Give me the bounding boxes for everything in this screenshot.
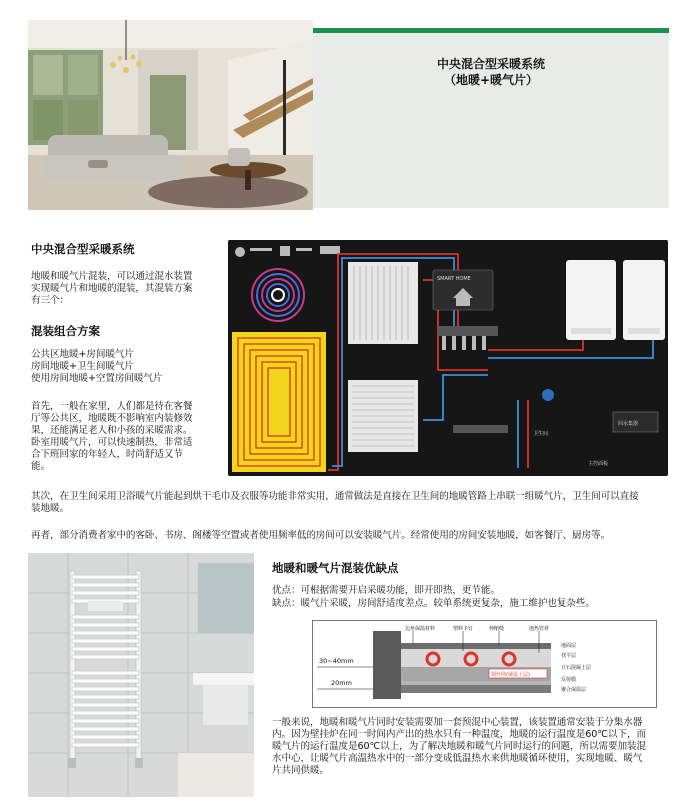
pros-text: 优点：可根据需要开启采暖功能，即开即热，更节能。 bbox=[272, 585, 500, 596]
paragraph-line: 合下班回家的年轻人，时尚舒适又节 bbox=[31, 449, 183, 460]
paragraph-line: 暖气片的运行温度是60℃以上，为了解决地暖和暖气片同时运行的问题，所以需要加装混 bbox=[272, 741, 646, 752]
cons-text: 缺点：暖气片采暖，房间舒适度差点。较单系统更复杂，施工维护也复杂些。 bbox=[272, 598, 595, 609]
paragraph-line: 厅等公共区，地暖既不影响室内装修效 bbox=[31, 413, 193, 424]
floor-layer-label: 地面层 bbox=[561, 643, 577, 649]
intro-line: 地暖和暖气片混装，可以通过混水装置 bbox=[31, 271, 193, 282]
floor-top-label: 地热管材 bbox=[529, 626, 550, 632]
heating-system-diagram bbox=[228, 240, 668, 476]
paragraph-line: 果，还能满足老人和小孩的采暖需求。 bbox=[31, 425, 193, 436]
combination-heading: 混装组合方案 bbox=[31, 324, 100, 338]
bathroom-label: 卫生间 bbox=[533, 431, 549, 437]
accent-bar bbox=[313, 28, 669, 33]
pros-cons-heading: 地暖和暖气片混装优缺点 bbox=[272, 561, 399, 575]
first-paragraph bbox=[31, 401, 192, 473]
rebar-note: 钢丝网(铺设上层) bbox=[491, 672, 530, 678]
paragraph-line: 其次，在卫生间采用卫浴暖气片能起到烘干毛巾及衣服等功能非常实用，通常做法是直接在卫生间的地暖管路上串联一组暖气片，卫生间可以直接 bbox=[31, 491, 639, 502]
second-paragraph bbox=[31, 491, 639, 515]
intro-line: 有三个： bbox=[31, 295, 69, 306]
option-item: 使用房间地暖+空置房间暖气片 bbox=[31, 373, 163, 384]
paragraph-line: 卧室用暖气片，可以快速制热，非常适 bbox=[31, 437, 193, 448]
intro-paragraph bbox=[31, 271, 192, 307]
options-list bbox=[31, 349, 162, 385]
section-heading: 中央混合型采暖系统 bbox=[31, 242, 135, 256]
return-manifold-label: 回水集器 bbox=[618, 421, 639, 427]
smart-home-label: SMART HOME bbox=[437, 276, 471, 282]
floor-layer-label: 找平层 bbox=[561, 653, 577, 659]
title-panel bbox=[313, 28, 669, 208]
interior-photo bbox=[28, 20, 313, 210]
floor-layer-label: 豆石混凝土层 bbox=[561, 665, 592, 671]
paragraph-line: 再者，部分消费者家中的客卧、书房、阁楼等空置或者使用频率低的房间可以安装暖气片。经常使用的房间安装地暖，如客餐厅、厨房等。 bbox=[31, 530, 611, 541]
paragraph-line: 一般来说，地暖和暖气片同时安装需要加一套预混中心装置，该装置通常安装于分集水器 bbox=[272, 717, 643, 728]
paragraph-line: 装地暖。 bbox=[31, 503, 69, 514]
floor-top-label: 塑料卡钉 bbox=[453, 626, 474, 632]
page-title-line2: （地暖+暖气片） bbox=[443, 73, 539, 87]
floor-layer-label: 聚合保温层 bbox=[561, 687, 587, 693]
option-item: 房间地暖+卫生间暖气片 bbox=[31, 361, 134, 372]
option-item: 公共区地暖+房间暖气片 bbox=[31, 349, 134, 360]
closing-paragraph bbox=[272, 717, 646, 777]
radiator-photo bbox=[28, 553, 254, 797]
floor-section-diagram bbox=[312, 620, 657, 708]
paragraph-line: 水中心，让暖气片高温热水中的一部分变成低温热水来供地暖循环使用，实现地暖、暖气 bbox=[272, 753, 643, 764]
floor-top-label: 边角保温材料 bbox=[405, 626, 436, 632]
paragraph-line: 片共同供暖。 bbox=[272, 765, 329, 776]
page-title bbox=[313, 56, 669, 88]
floor-top-label: 伸缩缝 bbox=[489, 626, 505, 632]
third-paragraph bbox=[31, 530, 610, 542]
floor-layer-label: 反射膜 bbox=[561, 677, 577, 683]
paragraph-line: 能。 bbox=[31, 461, 50, 472]
dimension-label: 20mm bbox=[331, 679, 352, 687]
dimension-label: 30~40mm bbox=[319, 657, 354, 665]
control-panel-label: 主控面板 bbox=[588, 461, 609, 467]
page-title-line1: 中央混合型采暖系统 bbox=[436, 57, 545, 71]
paragraph-line: 首先，一般在家里，人们都是待在客餐 bbox=[31, 401, 193, 412]
intro-line: 实现暖气片和地暖的混装，其混装方案 bbox=[31, 283, 193, 294]
paragraph-line: 内。因为壁挂炉在同一时间内产出的热水只有一种温度，地暖的运行温度是60℃以下，而 bbox=[272, 729, 646, 740]
